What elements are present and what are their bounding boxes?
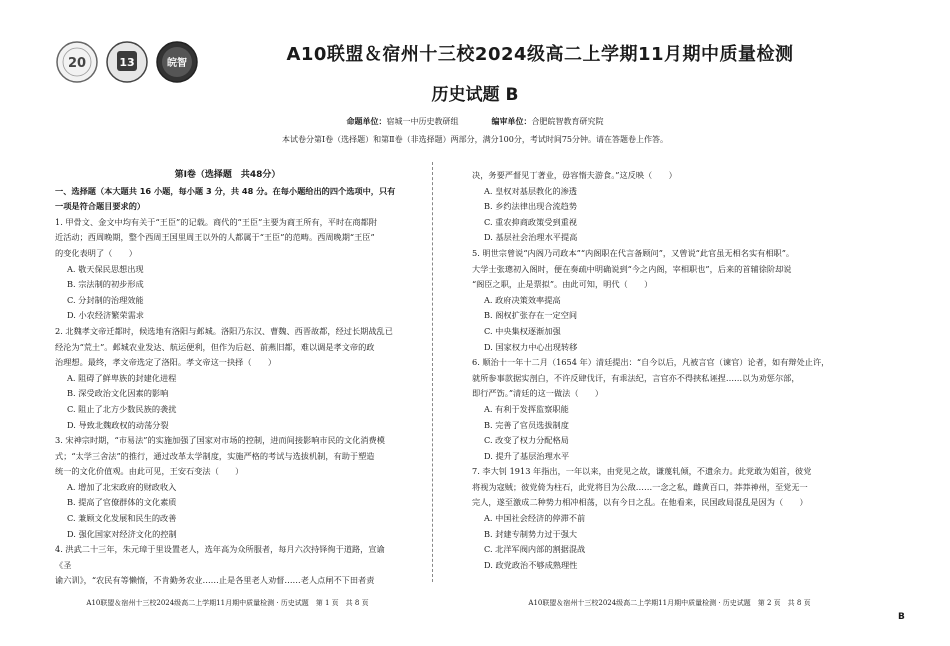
question-line: 谕六训》，“农民有等懒惰，不肯勤务农业……止是各里老人劝督……老人点闸不下田者责: [55, 575, 375, 586]
option-c: C. 阻止了北方少数民族的袭扰: [67, 403, 177, 414]
question-line: 的变化表明了（ ）: [55, 247, 137, 258]
option-c: C. 中央集权逐渐加强: [484, 325, 561, 336]
option-d: D. 导致北魏政权的动荡分裂: [67, 419, 169, 430]
wanzhi-education-seal-icon: [155, 40, 199, 84]
option-b: B. 封建专制势力过于强大: [484, 528, 578, 539]
option-a: A. 政府决策效率提高: [484, 294, 561, 305]
option-a: A. 阻碍了鲜卑族的封建化进程: [67, 372, 177, 383]
option-b: B. 阁权扩张存在一定空间: [484, 310, 578, 321]
question-3: [55, 433, 400, 542]
option-d: D. 国家权力中心出现转移: [484, 341, 578, 352]
page-footer-1: A10联盟＆宿州十三校2024级高二上学期11月期中质量检测 · 历史试题 第 1 页 共 8 页: [86, 599, 369, 607]
proposer-label: 命题单位：: [346, 117, 387, 126]
option-c: C. 北洋军阀内部的割据混战: [484, 544, 586, 555]
question-line: “阁臣之职，止是票拟”。由此可知，明代（ ）: [472, 279, 653, 290]
question-line: 就所参事款据实剖白，不许反肆伐讦，有乖法纪，言官亦不得挟私诬捏……以为劝惩尔部，: [472, 372, 800, 383]
option-b: B. 完善了官员选拔制度: [484, 419, 569, 430]
question-line: 7. 李大钊 1913 年指出，一年以来，由党见之故，谦蔑轧倾，不遗余力。此党敢为姐首，彼党: [472, 466, 812, 477]
exam-title: A10联盟＆宿州十三校2024级高二上学期11月期中质量检测: [286, 44, 794, 65]
option-a: A. 增加了北宋政府的财政收入: [67, 481, 177, 492]
question-line: 6. 顺治十一年十二月（1654 年）清廷提出：“自今以后，凡被言官（谏官）论者，如有辩处止许，: [472, 357, 830, 368]
right-column: [472, 168, 867, 573]
option-c: C. 改变了权力分配格局: [484, 435, 569, 446]
left-column: [55, 168, 400, 589]
option-b: B. 宗法制的初步形成: [67, 279, 144, 290]
proposer-line: [0, 116, 950, 127]
option-a: A. 敬天保民思想出现: [67, 263, 144, 274]
question-6: [472, 355, 867, 464]
question-line: 式；“太学三舍法”的推行，通过改革太学制度，实施严格的考试与选拔机制，有助于塑造: [55, 450, 375, 461]
option-c: C. 兼顾文化发展和民生的改善: [67, 513, 177, 524]
editor-label: 编审单位：: [491, 117, 532, 126]
option-b: B. 提高了官僚群体的文化素质: [67, 497, 177, 508]
editor-name: 合肥皖智教育研究院: [531, 117, 604, 126]
question-line: 4. 洪武二十三年，朱元璋于里设置老人，选年高为众所服者，每月六次持铎徇于道路，宣谕《圣: [55, 544, 385, 570]
question-5: [472, 246, 867, 355]
svg-text:皖智: 皖智: [167, 58, 187, 69]
question-line: 2. 北魏孝文帝迁都时，候选地有洛阳与邺城。洛阳乃东汉、曹魏、西晋故都，经过长期战乱已: [55, 325, 393, 336]
option-b: B. 乡约法律出现合流趋势: [484, 201, 578, 212]
question-line: 近活动；西周晚期，整个西周王国里周王以外的人都属于“王臣”的范畴。西周晚期“王臣”: [55, 232, 375, 243]
option-d: D. 小农经济繁荣需求: [67, 310, 144, 321]
question-line: 决，务要严督见丁著业，毋容惰夫游食。”这反映（ ）: [472, 170, 677, 180]
question-line: 即行严饬。”清廷的这一做法（ ）: [472, 388, 604, 399]
option-c: C. 重农抑商政策受到重视: [484, 216, 578, 227]
option-a: A. 有利于发挥监察职能: [484, 403, 569, 414]
option-d: D. 政党政治不够成熟理性: [484, 559, 578, 570]
option-a: A. 皇权对基层教化的渗透: [484, 185, 577, 196]
subject-title: 历史试题 B: [431, 85, 519, 105]
school-13-seal-icon: [105, 40, 149, 84]
option-d: D. 提升了基层治理水平: [484, 450, 570, 461]
proposer-name: 宿城一中历史教研组: [386, 117, 459, 126]
question-line: 治理想。最终，孝文帝选定了洛阳。孝文帝这一抉择（ ）: [55, 357, 277, 368]
question-4: [55, 542, 400, 589]
page-footer-2: A10联盟＆宿州十三校2024级高二上学期11月期中质量检测 · 历史试题 第 2 页 共 8 页: [528, 599, 811, 607]
svg-text:13: 13: [119, 56, 135, 69]
svg-text:20: 20: [67, 56, 87, 71]
option-b: B. 深受政治文化因素的影响: [67, 388, 169, 399]
question-1: [55, 215, 400, 324]
question-line: 5. 明世宗曾说“内阁乃司政本”“内阁职在代言备顾问”，又曾说“此官虽无相名实有相职”。: [472, 247, 795, 258]
option-c: C. 分封制的治理效能: [67, 294, 144, 305]
version-mark: B: [898, 612, 905, 622]
volume-heading: 第Ⅰ卷（选择题 共48分）: [174, 170, 281, 180]
option-d: D. 强化国家对经济文化的控制: [67, 528, 177, 539]
question-4-continued: [472, 168, 867, 246]
question-line: 将视为寇贼；彼党倚为柱石，此党将目为公敌……一念之私，雌黄百口，莽莽神州，至党无一: [472, 481, 808, 492]
question-line: 3. 宋神宗时期，“市易法”的实施加强了国家对市场的控制，进而间接影响市民的文化消费模: [55, 435, 385, 446]
option-d: D. 基层社会治理水平提高: [484, 232, 578, 243]
question-line: 经沦为“荒土”。邺城农业发达、航运便利，但作为后赵、前燕旧都，难以调是孝文帝的政: [55, 341, 375, 352]
section-heading: 一、选择题（本大题共 16 小题，每小题 3 分，共 48 分。在每小题给出的四个选项中，只有一项是符合题目要求的）: [55, 185, 396, 212]
exam-note: 本试卷分第Ⅰ卷（选择题）和第Ⅱ卷（非选择题）两部分，满分100分，考试时间75分钟。请在答题卷上作答。: [281, 135, 669, 144]
option-a: A. 中国社会经济的停滞不前: [484, 513, 586, 524]
logo-group: [55, 40, 199, 84]
question-line: 完人，遂至激成二种势力相冲相荡，以有今日之乱。在他看来，民国政局混乱是因为（ ）: [472, 497, 808, 508]
anniversary-seal-icon: [55, 40, 99, 84]
question-2: [55, 324, 400, 433]
question-line: 1. 甲骨文、金文中均有关于“王臣”的记载。商代的“王臣”主要为商王所有，平时在商都附: [55, 216, 377, 227]
question-7: [472, 464, 867, 573]
column-divider: [432, 162, 433, 582]
question-line: 统一的文化价值观。由此可见，王安石变法（ ）: [55, 466, 244, 477]
question-line: 大学士张璁初入阁时，便在奏疏中明确说到“今之内阁，宰相职也”，后来的首辅徐阶却说: [472, 263, 792, 274]
